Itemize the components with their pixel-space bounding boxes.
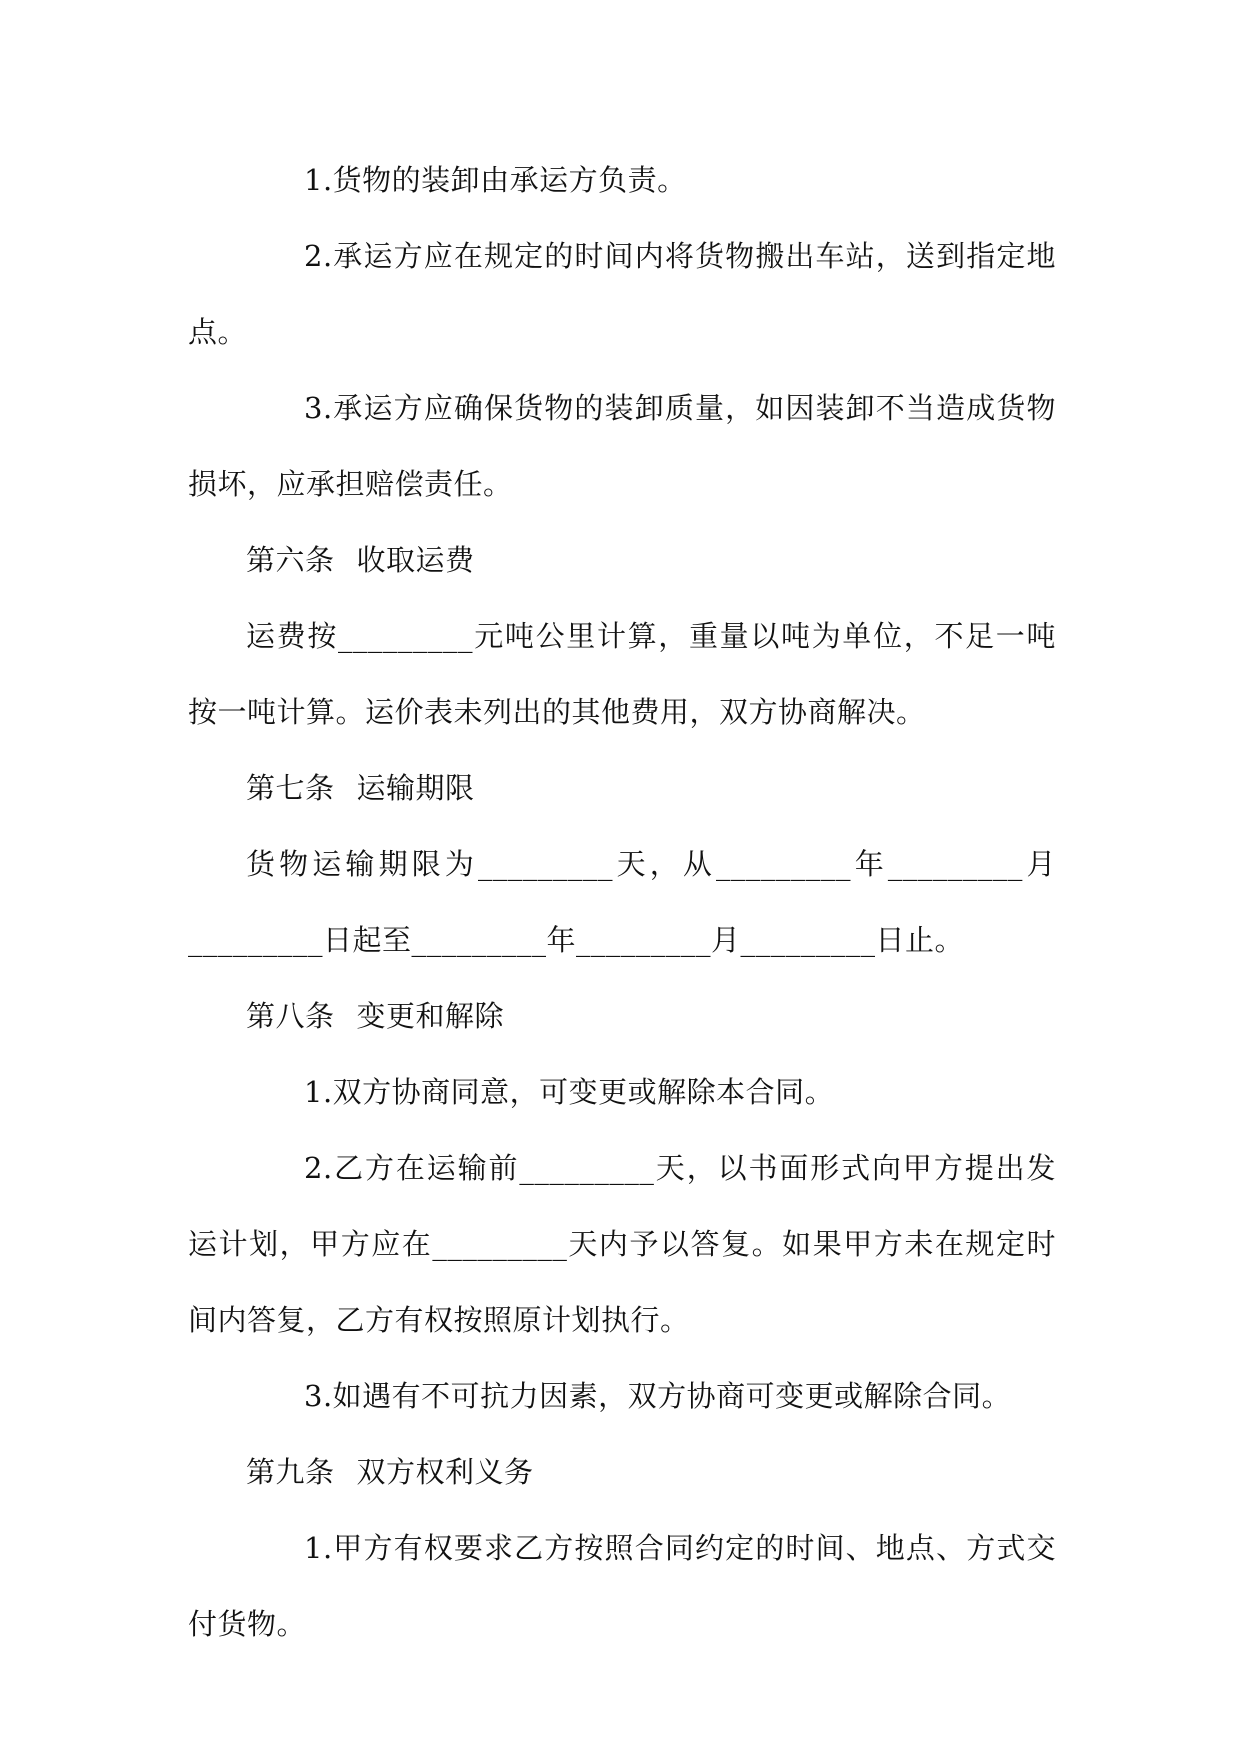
item-text: 承运方应确保货物的装卸质量，如因装卸不当造成货物损坏，应承担赔偿责任。 <box>188 391 1056 501</box>
item-number: 1. <box>304 163 333 197</box>
item-text: 双方协商同意，可变更或解除本合同。 <box>332 1075 835 1109</box>
article-6-heading <box>188 522 1056 598</box>
clause-9-item-1 <box>188 1510 1056 1662</box>
clause-5-item-1 <box>188 142 1056 218</box>
clause-5-item-3 <box>188 370 1056 522</box>
item-text: 甲方有权要求乙方按照合同约定的时间、地点、方式交付货物。 <box>188 1531 1056 1641</box>
article-label: 第六条 <box>246 543 335 577</box>
article-label: 第九条 <box>246 1455 335 1489</box>
article-title: 双方权利义务 <box>356 1455 534 1489</box>
clause-5-item-2 <box>188 218 1056 370</box>
article-title: 收取运费 <box>356 543 475 577</box>
clause-8-item-2 <box>188 1130 1056 1358</box>
article-6-body: 运费按_________元吨公里计算，重量以吨为单位，不足一吨按一吨计算。运价表未列出的其他费用，双方协商解决。 <box>188 619 1056 729</box>
article-title: 运输期限 <box>356 771 475 805</box>
article-9-heading <box>188 1434 1056 1510</box>
item-number: 2. <box>304 239 333 273</box>
article-label: 第八条 <box>246 999 335 1033</box>
article-title: 变更和解除 <box>356 999 505 1033</box>
article-7-heading <box>188 750 1056 826</box>
article-8-heading <box>188 978 1056 1054</box>
item-text: 如遇有不可抗力因素，双方协商可变更或解除合同。 <box>332 1379 1012 1413</box>
item-number: 3. <box>304 1379 333 1413</box>
item-text: 货物的装卸由承运方负责。 <box>332 163 687 197</box>
item-text: 乙方在运输前_________天，以书面形式向甲方提出发运计划，甲方应在_________天内予以答复。如果甲方未在规定时间内答复，乙方有权按照原计划执行。 <box>188 1151 1056 1337</box>
item-text: 承运方应在规定的时间内将货物搬出车站，送到指定地点。 <box>188 239 1056 349</box>
item-number: 1. <box>304 1531 333 1565</box>
item-number: 2. <box>304 1151 333 1185</box>
clause-8-item-3 <box>188 1358 1056 1434</box>
article-label: 第七条 <box>246 771 335 805</box>
article-7-body: 货物运输期限为_________天，从_________年_________月_________日起至_________年_________月_________日止。 <box>188 847 1056 957</box>
item-number: 3. <box>304 391 333 425</box>
clause-8-item-1 <box>188 1054 1056 1130</box>
item-number: 1. <box>304 1075 333 1109</box>
document-content <box>188 142 1056 1662</box>
